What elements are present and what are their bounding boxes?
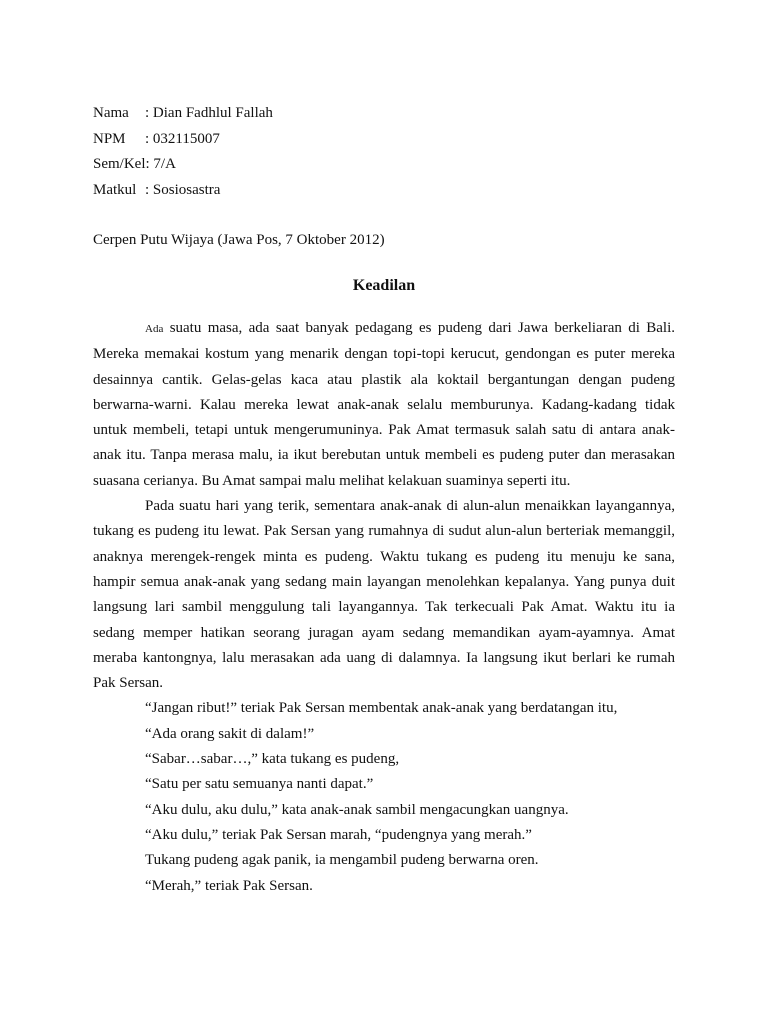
paragraph-2: Pada suatu hari yang terik, sementara anak-anak di alun-alun menaikkan layangannya, tukang es pudeng itu lewat. Pak Sersan yang rumahnya di sudut alun-alun berteriak memanggil, anaknya merengek-rengek minta es pudeng. Waktu tukang es pudeng itu menuju ke sana, hampir semua anak-anak yang sedang main layangan menolehkan kepalanya. Yang punya duit langsung lari sambil menggulung tali layangannya. Tak terkecuali Pak Amat. Waktu itu ia sedang memper hatikan seorang juragan ayam sedang memandikan ayam-ayamnya. Amat meraba kantongnya, lalu merasakan ada uang di dalamnya. Ia langsung ikut berlari ke rumah Pak Sersan. <box>93 498 675 692</box>
nama-label: Nama <box>93 105 129 121</box>
meta-npm <box>93 127 675 153</box>
npm-label: NPM <box>93 130 126 147</box>
dialog-line-1: “Jangan ribut!” teriak Pak Sersan membentak anak-anak yang berdatangan itu, <box>145 700 618 717</box>
dialog-line-8: “Merah,” teriak Pak Sersan. <box>145 877 313 894</box>
paragraph-1-lead: Ada <box>145 323 164 335</box>
dialog-line-4: “Satu per satu semuanya nanti dapat.” <box>145 776 374 793</box>
meta-matkul <box>93 178 675 204</box>
npm-value: : 032115007 <box>145 130 220 147</box>
paragraph-1-text: suatu masa, ada saat banyak pedagang es pudeng dari Jawa berkeliaran di Bali. Mereka memakai kostum yang menarik dengan topi-topi kerucut, gendongan es puter mereka desainnya cantik. Gelas-gelas kaca atau plastik ala koktail bergantungan dengan pudeng berwarna-warni. Kalau mereka lewat anak-anak selalu memburunya. Kadang-kadang tidak untuk membeli, tetapi untuk mengerumuninya. Pak Amat termasuk salah satu di antara anak-anak itu. Tanpa merasa malu, ia ikut berebutan untuk membeli es pudeng puter dan merasakan suasana cerianya. Bu Amat sampai malu melihat kelakuan suaminya seperti itu. <box>93 320 675 489</box>
document-page <box>93 101 675 899</box>
dialog-line-2: “Ada orang sakit di dalam!” <box>145 725 315 742</box>
nama-value: : Dian Fadhlul Fallah <box>145 105 273 121</box>
paragraph-1 <box>93 316 675 494</box>
dialog-line-7: Tukang pudeng agak panik, ia mengambil pudeng berwarna oren. <box>145 852 539 869</box>
meta-semkel <box>93 152 675 178</box>
semkel-text: Sem/Kel: 7/A <box>93 156 176 172</box>
dialog-line-3: “Sabar…sabar…,” kata tukang es pudeng, <box>145 751 400 768</box>
meta-nama <box>93 101 675 127</box>
source-citation: Cerpen Putu Wijaya (Jawa Pos, 7 Oktober 2012) <box>93 232 385 248</box>
dialog-line-5: “Aku dulu, aku dulu,” kata anak-anak sambil mengacungkan uangnya. <box>145 801 569 818</box>
matkul-label: Matkul <box>93 181 137 198</box>
dialog-line-6: “Aku dulu,” teriak Pak Sersan marah, “pudengnya yang merah.” <box>145 826 532 843</box>
story-title: Keadilan <box>352 277 416 294</box>
matkul-value: : Sosiosastra <box>145 181 221 198</box>
